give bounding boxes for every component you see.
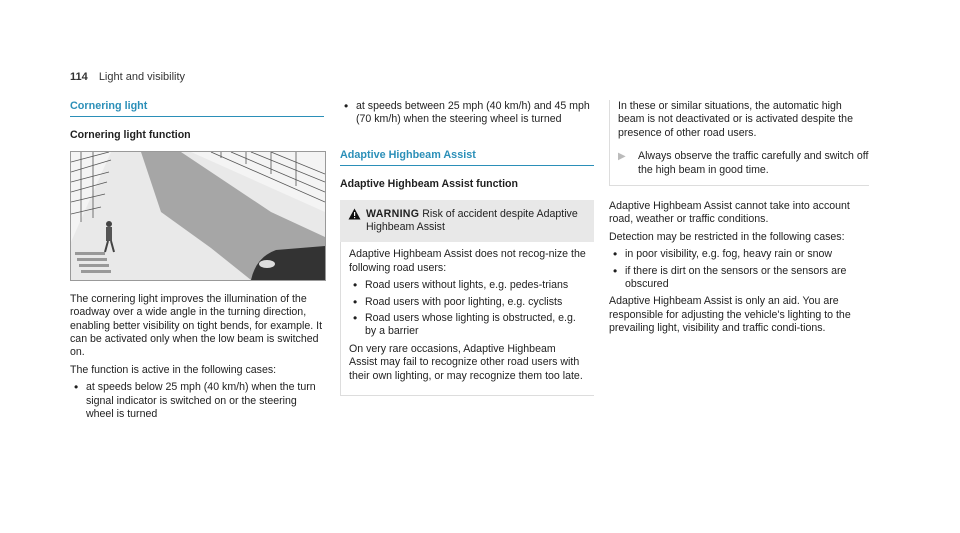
column-2 <box>340 100 594 396</box>
page-number: 114 <box>70 71 88 83</box>
road-users-list <box>349 279 586 339</box>
cases-list-continued <box>340 100 594 127</box>
section-title-adaptive-highbeam: Adaptive Highbeam Assist <box>340 149 594 166</box>
list-item: • Road users whose lighting is obstructed, e.g. by a barrier <box>349 312 586 339</box>
warning-body <box>340 242 594 396</box>
paragraph-detection: Detection may be restricted in the following cases: <box>609 230 845 243</box>
cornering-light-illustration <box>70 151 326 281</box>
cases-list <box>70 381 324 421</box>
list-item: • in poor visibility, e.g. fog, heavy rain or snow <box>609 248 869 261</box>
warning-box <box>340 200 594 243</box>
column-1 <box>70 100 324 425</box>
list-item: • Road users with poor lighting, e.g. cyclists <box>349 296 586 309</box>
warning-label: WARNING <box>366 207 420 220</box>
hint-text: Always observe the traffic carefully and switch off the high beam in good time. <box>638 150 869 176</box>
list-item: • Road users without lights, e.g. pedes-trians <box>349 279 586 292</box>
arrow-right-icon: ▶ <box>618 151 626 163</box>
paragraph-limitations: Adaptive Highbeam Assist cannot take into account road, weather or traffic conditions. <box>609 200 850 226</box>
warning-text: Risk of accident despite Adaptive Highbeam Assist <box>366 207 578 234</box>
hint-row <box>618 150 869 177</box>
paragraph-cornering-intro: The cornering light improves the illumination of the roadway over a wide angle in the turning direction, enabling better visibility on tight bends, for example. It can be activated only when the low beam is switched on. <box>70 292 323 359</box>
note-paragraph: In these or similar situations, the automatic high beam is not deactivated or is activated despite the presence of other road users. <box>618 100 853 139</box>
paragraph-responsibility: Adaptive Highbeam Assist is only an aid. You are responsible for adjusting the vehicle's lighting to the prevailing light, visibility and traffic condi-tions. <box>609 295 851 335</box>
list-item: • at speeds between 25 mph (40 km/h) and 45 mph (70 km/h) when the steering wheel is turned <box>340 100 594 127</box>
warning-triangle-icon <box>348 208 366 235</box>
section-title-cornering-light: Cornering light <box>70 100 324 117</box>
detection-list <box>609 248 869 291</box>
subtitle-highbeam-function: Adaptive Highbeam Assist function <box>340 178 518 191</box>
column-3 <box>609 100 869 340</box>
paragraph-cases-intro: The function is active in the following cases: <box>70 363 277 376</box>
chapter-title: Light and visibility <box>98 71 186 83</box>
warning-continuation <box>609 100 869 186</box>
list-item: • at speeds below 25 mph (40 km/h) when the turn signal indicator is switched on or the steering wheel is turned <box>70 381 324 421</box>
page-header <box>70 71 185 83</box>
warning-paragraph-1: Adaptive Highbeam Assist does not recog-nize the following road users: <box>349 248 586 274</box>
road-illustration-svg <box>71 152 325 280</box>
subtitle-cornering-function: Cornering light function <box>70 129 191 142</box>
warning-paragraph-2: On very rare occasions, Adaptive Highbeam Assist may fail to recognize other road users with their own lighting, or may recognize them too late. <box>349 342 583 382</box>
list-item: • if there is dirt on the sensors or the sensors are obscured <box>609 265 869 292</box>
